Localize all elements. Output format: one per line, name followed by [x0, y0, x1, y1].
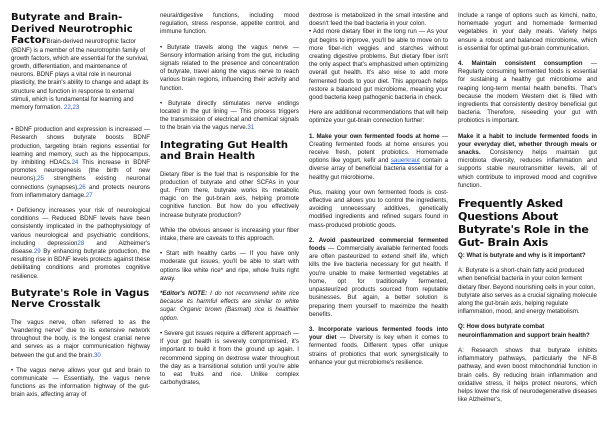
list-item-lead: 3. Incorporate various fermented foods into your diet	[309, 325, 448, 342]
heading-vagus: Butyrate's Role in Vagus Nerve Crosstalk	[11, 287, 150, 311]
bdnf-paragraph: Brain-derived neurotrophic factor (BDNF) is a member of the neurotrophin family of growth factors, which are essential for the survival, growth, differentiation, and maintenance of neurons. BDNF plays a vital role in neuronal plasticity, the brain's ability to change and adapt its structure and function in response to external stimuli, which is fundamental for learning and memory formation.	[11, 38, 149, 111]
bullet-text: and Alzheimer's disease.	[11, 239, 150, 255]
citation-separator: ,	[70, 103, 73, 111]
paragraph-text: The vagus nerve, often referred to as the "wandering nerve" due to its extensive network throughout the body, is the longest cranial nerve and serves as a major communication highway between the gut and the brain.	[11, 318, 150, 359]
list-item-text: — Commercially available fermented foods are often pasteurized to extend shelf life, which kills the live bacteria necessary for gut health. If you're unable to make fermented vegetables at home, opt for traditionally fermented, unpasteurized products sourced from reputable businesses. But again, a better solution is preparing them yourself to maximize the health benefits.	[309, 245, 448, 318]
vagus-continued: neural/digestive functions, including mood regulation, stress response, appetite control, and immune function.	[160, 12, 299, 36]
bullet-nerve-endings	[160, 100, 299, 133]
citation-link-31[interactable]: 31	[247, 124, 255, 132]
bullet-text: This increase in BDNF promotes neurogenesis (the birth of new neurons),	[11, 158, 150, 183]
list-item-lead: 1. Make your own fermented foods at home	[309, 132, 440, 140]
heading-faq: Frequently Asked Questions About Butyrate's Role in the Gut- Brain Axis	[458, 197, 589, 250]
citation-link-25[interactable]: 25	[36, 175, 44, 183]
bullet-text: • Butyrate directly stimulates nerve endings located in the gut lining — This process triggers the transmission of electrical and chemical signals to the brain via the vagus nerve.	[160, 99, 299, 132]
habit-paragraph	[458, 133, 597, 190]
editor-note-label: *Editor's NOTE:	[160, 290, 208, 298]
citation-link-28[interactable]: 28	[77, 239, 85, 247]
citation-link-23[interactable]: 23	[72, 103, 80, 111]
column-3	[309, 12, 448, 424]
citation-link-30[interactable]: 30	[93, 351, 101, 359]
dextrose-continued: dextrose is metabolized in the small intestine and doesn't feed the bad bacteria in your colon.	[309, 12, 448, 28]
list-item-3	[309, 326, 448, 367]
bullet-healthy-carbs: • Start with healthy carbs — If you have only moderate gut issues, you'll be able to start with options like white rice* and ripe, whole fruits right away.	[160, 250, 299, 282]
citation-link-24[interactable]: 24	[71, 158, 79, 166]
list-item-text: contain a diverse array of beneficial bacteria essential for a healthy gut microbiome.	[309, 157, 448, 181]
bullet-text: and protects neurons from inflammatory damage.	[11, 183, 150, 199]
list-item-text: — Diversity is key when it comes to fermented foods. Different types offer unique strains of probiotics that work synergistically to enhance your gut microbiome's resilience.	[309, 334, 448, 366]
list-item-2	[309, 237, 448, 319]
list-item-lead: 2. Avoid pasteurized commercial fermented foods	[309, 236, 448, 253]
citation-link-27[interactable]: 27	[85, 191, 93, 199]
column-2	[160, 12, 299, 424]
plus-paragraph: Plus, making your own fermented foods is cost-effective and allows you to control the ingredients, avoiding unnecessary additives, genetically modified ingredients and refined sugars found in mass-produced probiotic goods.	[309, 188, 448, 229]
heading-integrating: Integrating Gut Health and Brain Health	[160, 139, 289, 163]
list-item-1	[309, 133, 448, 182]
citation-link-29[interactable]: 29	[33, 247, 41, 255]
column-4	[458, 12, 597, 424]
list-item-lead: 4. Maintain consistent consumption	[458, 60, 583, 68]
fiber-paragraph: Dietary fiber is the fuel that is responsible for the production of butyrate and other SCFAs in your gut. From there, butyrate works its metabolic magic on the gut-brain axis, helping promote cognitive function. But how do you effectively increase butyrate production?	[160, 170, 299, 219]
bullet-text: • BDNF production and expression is increased — Research shows butyrate boosts BDNF production, targeting brain regions essential for learning and memory, such as the hippocampus, by inhibiting HDACs.	[11, 126, 150, 166]
bullet-text: By enhancing butyrate production, the resulting rise in BDNF levels protects against these debilitating conditions and promotes cognitive resilience.	[11, 247, 150, 280]
bullet-dietary-fiber: • Add more dietary fiber in the long run — As your gut begins to improve, you'll be able to move on to more fiber-rich veggies and starches without creating digestive problems. But dietary fiber isn't the only aspect that's emphasized when optimizing overall gut health. It's also wise to add more fermented foods to your diet. This approach helps restore a balanced gut microbiome, meaning your good bacteria keep pathogenic bacteria in check.	[309, 28, 448, 102]
faq-answer-2: A: Research shows that butyrate inhibits inflammatory pathways, particularly the NF-B pathway, and even boost mitochondrial function in brain cells. By reducing brain inflammation and oxidative stress, it helps protect neurons, which helps lower the risk of neurodegenerative diseases like Alzheimer's,	[458, 346, 597, 404]
sauerkraut-link[interactable]: sauerkraut	[390, 157, 420, 165]
heading-bdnf: Butyrate and Brain-Derived Neurotrophic Factor	[11, 12, 133, 46]
bullet-text: strengthens existing neuronal connections (synapses),	[11, 175, 150, 191]
editor-note-text: I do not recommend white rice because its harmful effects are similar to white sugar. Organic brown (Basmati) rice is healthier option.	[160, 290, 299, 322]
list-item-text: — Regularly consuming fermented foods is essential for sustaining a healthy gut microbiome and reaping long-term mental health benefits. That's because the modern Western diet is filled with ingredients that consistently destroy beneficial gut bacteria. Therefore, reseeding your gut with probiotics is important.	[458, 60, 597, 125]
bullet-deficiency	[11, 207, 150, 281]
bullet-butyrate-travels: • Butyrate travels along the vagus nerve — Sensory information arising from the gut, including signals related to the presence and concentration of butyrate, travel along the vagus nerve to reach various brain regions, influencing their activity and function.	[160, 43, 299, 92]
fermented-variety-paragraph: Include a range of options such as kimchi, natto, homemade yogurt and homemade fermented vegetables in your daily meals. Variety helps ensure a robust and balanced microbiome, which is essential for optimal gut-brain communication.	[458, 12, 597, 52]
citation-link-22[interactable]: 22	[63, 103, 71, 111]
bullet-bdnf-increase	[11, 126, 150, 200]
editor-note	[160, 290, 299, 323]
vagus-paragraph	[11, 319, 150, 360]
faq-answer-1: A: Butyrate is a short-chain fatty acid produced when beneficial bacteria in your colon ferment dietary fiber. Beyond nourishing cells in your colon, butyrate also serves as a crucial signaling molecule along the gut-brain axis, helping regulate inflammation, mood, and energy metabolism.	[458, 267, 597, 316]
faq-question-2: Q: How does butyrate combat neuroinflammation and support brain health?	[458, 323, 590, 339]
bullet-text: • Deficiency increases your risk of neurological conditions — Reduced BDNF levels have been consistently implicated in the pathophysiology of various neurological and psychiatric conditions, including depression	[11, 206, 150, 247]
habit-lead: Make it a habit to include fermented foods in your everyday diet, whether through meals or snacks.	[458, 132, 597, 157]
citation-link-26[interactable]: 26	[78, 183, 86, 191]
column-1	[11, 12, 150, 424]
obvious-paragraph: While the obvious answer is increasing your fiber intake, there are caveats to this approach.	[160, 226, 299, 243]
list-item-4	[458, 60, 597, 126]
habit-text: Consistency helps maintain gut microbiota diversity, reduces inflammation and supports stable neurotransmitter levels, all of which contribute to improved mood and cognitive function.	[458, 149, 597, 189]
list-item-text: — Creating fermented foods at home ensures you receive fresh, potent probiotics. Homemade options like yogurt, kefir and	[309, 132, 448, 165]
additional-recommendations: Here are additional recommendations that will help optimize your gut-brain connection further:	[309, 109, 448, 125]
faq-question-1: Q: What is butyrate and why is it important?	[458, 252, 586, 260]
bullet-vagus-communicate: • The vagus nerve allows your gut and brain to communicate — Essentially, the vagus nerve functions as the information highway of the gut-brain axis, affecting array of	[11, 366, 150, 399]
bullet-severe-gut: • Severe gut issues require a different approach — If your gut health is severely compromised, it's important to build it from the ground up again. I recommend sipping on dextrose water throughout the day as a transitional solution until you're able to eat fruits and rice. Unlike complex carbohydrates,	[160, 329, 299, 387]
